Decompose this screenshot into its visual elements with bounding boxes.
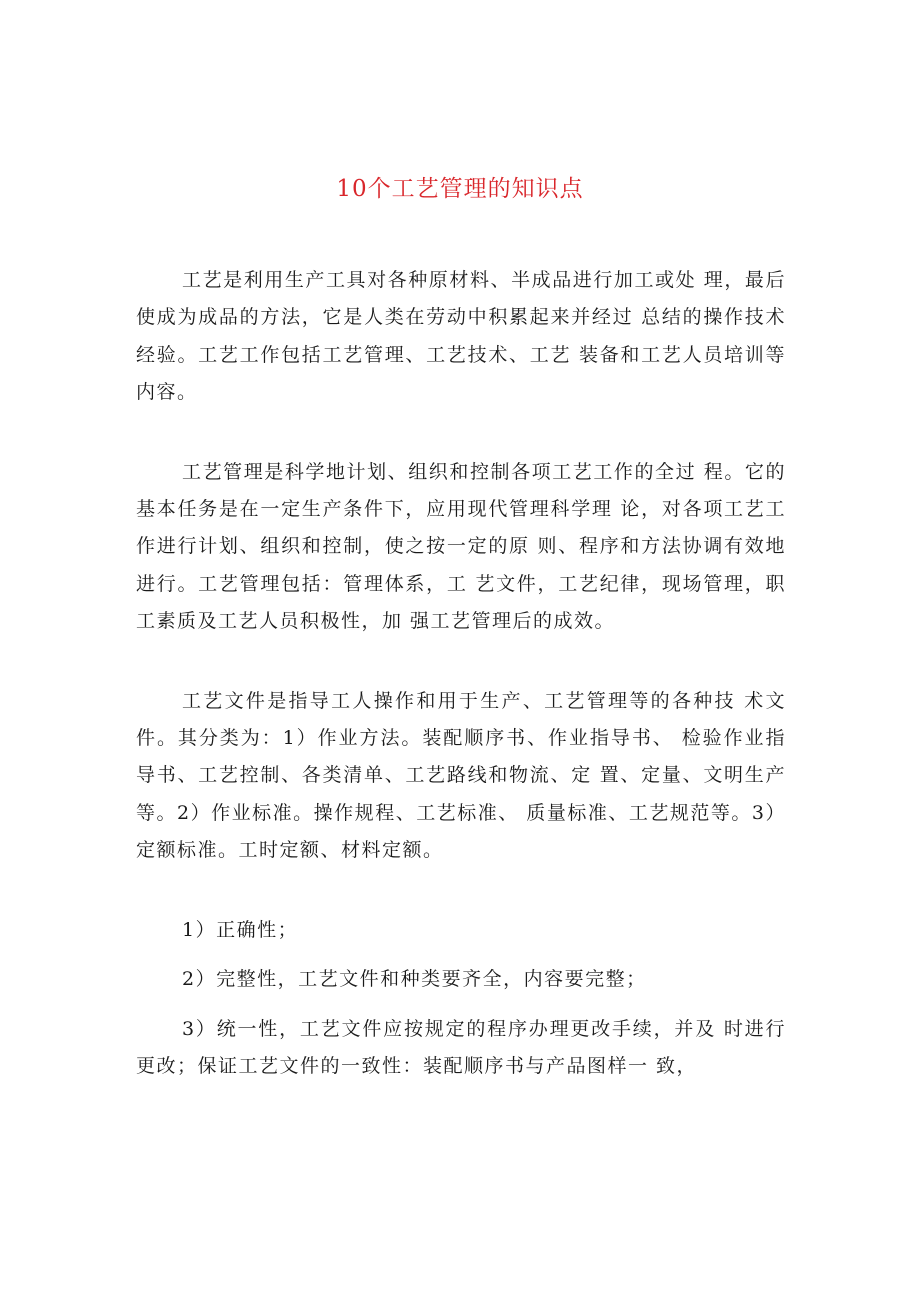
list-item-correctness: 1）正确性； bbox=[182, 918, 299, 941]
document-body bbox=[136, 262, 786, 1085]
paragraph-process-management: 工艺管理是科学地计划、组织和控制各项工艺工作的全过 程。它的基本任务是在一定生产条件下，应用现代管理科学理 论，对各项工艺工作进行计划、组织和控制，使之按一定的原 则、程序和方法协调有效地进行。工艺管理包括：管理体系，工 艺文件，工艺纪律，现场管理，职工素质及工艺人员积极性，加 强工艺管理后的成效。 bbox=[136, 460, 786, 633]
document-title: 10个工艺管理的知识点 bbox=[336, 176, 584, 202]
list-item-consistency: 3）统一性，工艺文件应按规定的程序办理更改手续，并及 时进行更改；保证工艺文件的一致性：装配顺序书与产品图样一 致， bbox=[136, 1017, 786, 1077]
paragraph-process-definition: 工艺是利用生产工具对各种原材料、半成品进行加工或处 理，最后使成为成品的方法，它是人类在劳动中积累起来并经过 总结的操作技术经验。工艺工作包括工艺管理、工艺技术、工艺 装备和工艺人员培训等内容。 bbox=[136, 269, 786, 404]
paragraph-process-documents: 工艺文件是指导工人操作和用于生产、工艺管理等的各种技 术文件。其分类为：1）作业方法。装配顺序书、作业指导书、 检验作业指导书、工艺控制、各类清单、工艺路线和物流、定 置、定量、文明生产等。2）作业标准。操作规程、工艺标准、 质量标准、工艺规范等。3）定额标准。工时定额、材料定额。 bbox=[136, 689, 786, 862]
list-item-completeness: 2）完整性，工艺文件和种类要齐全，内容要完整； bbox=[182, 968, 647, 991]
